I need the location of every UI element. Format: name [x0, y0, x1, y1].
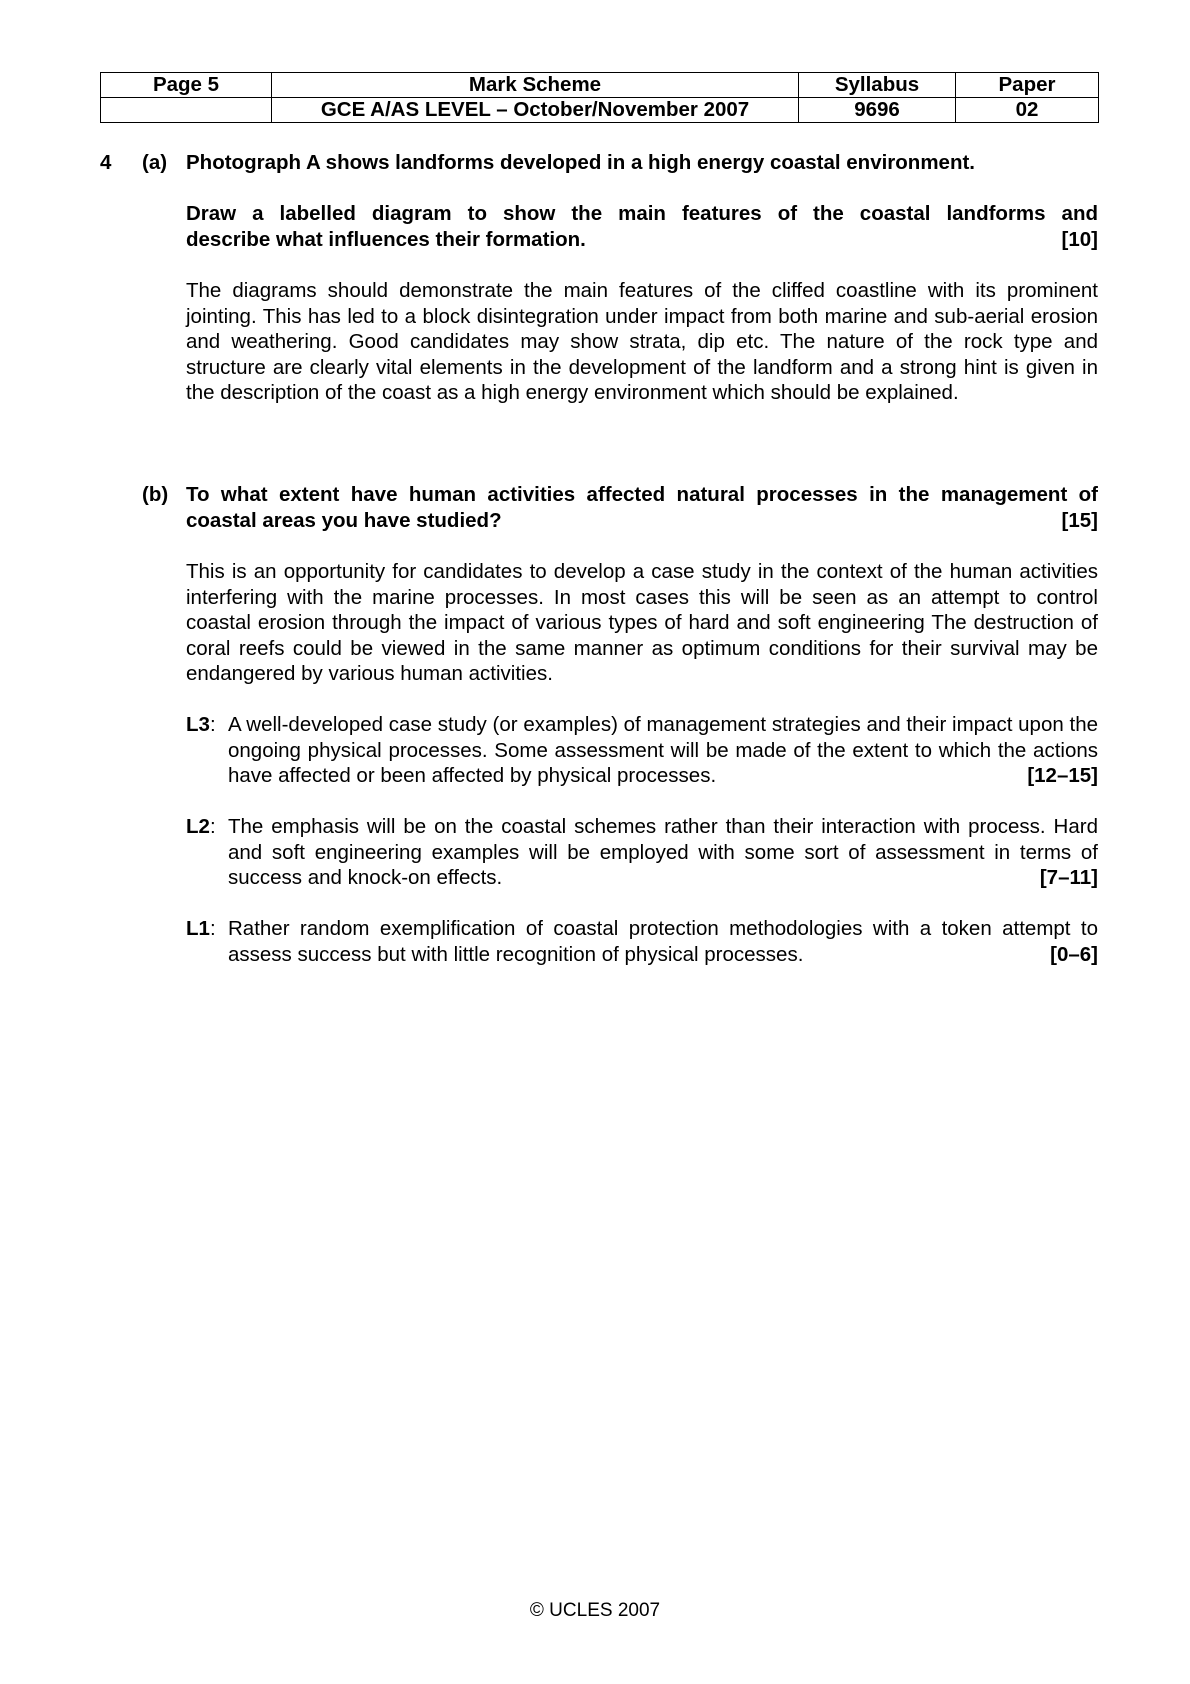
level-tag: L2:	[186, 815, 216, 838]
part-a-marks: [10]	[1061, 227, 1098, 251]
level-tag: L3:	[186, 713, 216, 736]
part-a-prompt-line1: Draw a labelled diagram to show the main features of the coastal landforms and	[186, 202, 1098, 225]
part-b-answer: This is an opportunity for candidates to develop a case study in the context of the human activities interfering with the marine processes. In most cases this will be seen as an attempt to control coastal erosion through the impact of various types of hard and soft engineering The destruction of coral reefs could be viewed in the same manner as optimum conditions for their survival may be endangered by various human activities.	[186, 560, 1098, 685]
part-a-answer: The diagrams should demonstrate the main features of the cliffed coastline with its prominent jointing. This has led to a block disintegration under impact from both marine and sub-aerial erosion and weathering. Good candidates may show strata, dip etc. The nature of the rock type and structure are clearly vital elements in the development of the landform and a strong hint is given in the description of the coast as a high energy environment which should be explained.	[186, 279, 1098, 404]
level-l3	[186, 712, 1098, 789]
part-a-label: (a)	[142, 151, 168, 174]
level-marks: [0–6]	[1050, 942, 1098, 966]
part-b-prompt-line1: To what extent have human activities affected natural processes in the management of	[186, 483, 1098, 506]
part-a-line1: Photograph A shows landforms developed in a high energy coastal environment.	[186, 151, 975, 174]
header-title-cell: Mark Scheme	[272, 73, 799, 98]
header-row-1	[101, 73, 1099, 98]
part-a-prompt-line2-text: describe what influences their formation.	[186, 227, 586, 251]
header-blank-cell	[101, 98, 272, 123]
part-a-prompt-line2	[186, 227, 1098, 253]
level-text: Rather random exemplification of coastal protection methodologies with a token attempt to assess success but with little recognition of physical processes. [0–6]	[228, 917, 1098, 966]
footer-copyright: © UCLES 2007	[529, 1600, 661, 1621]
header-syllabus-code-cell: 9696	[799, 98, 956, 123]
level-l1	[186, 916, 1098, 967]
question-number: 4	[100, 151, 112, 174]
part-b-prompt-line2-text: coastal areas you have studied?	[186, 508, 502, 532]
level-marks: [12–15]	[1027, 764, 1098, 787]
level-text: The emphasis will be on the coastal schemes rather than their interaction with process. Hard and soft engineering examples will be employed with some sort of assessment in terms of success and knock-on effects. [7–11]	[228, 815, 1098, 889]
header-page-cell: Page 5	[101, 73, 272, 98]
header-paper-cell: Paper	[956, 73, 1099, 98]
part-b-label: (b)	[142, 483, 169, 506]
part-b-prompt	[186, 482, 1098, 533]
header-paper-code-cell: 02	[956, 98, 1099, 123]
header-table	[100, 72, 1099, 123]
header-syllabus-cell: Syllabus	[799, 73, 956, 98]
level-text: A well-developed case study (or examples) of management strategies and their impact upon the ongoing physical processes. Some assessment will be made of the extent to which the actions have affected or been affected by physical processes. [12–15]	[228, 713, 1098, 787]
part-a-prompt	[186, 201, 1098, 252]
level-l2	[186, 814, 1098, 891]
header-exam-cell: GCE A/AS LEVEL – October/November 2007	[272, 98, 799, 123]
part-b-marks: [15]	[1061, 508, 1098, 532]
level-tag: L1:	[186, 917, 216, 940]
header-row-2	[101, 98, 1099, 123]
part-b-prompt-line2	[186, 508, 1098, 534]
level-marks: [7–11]	[1039, 866, 1098, 889]
